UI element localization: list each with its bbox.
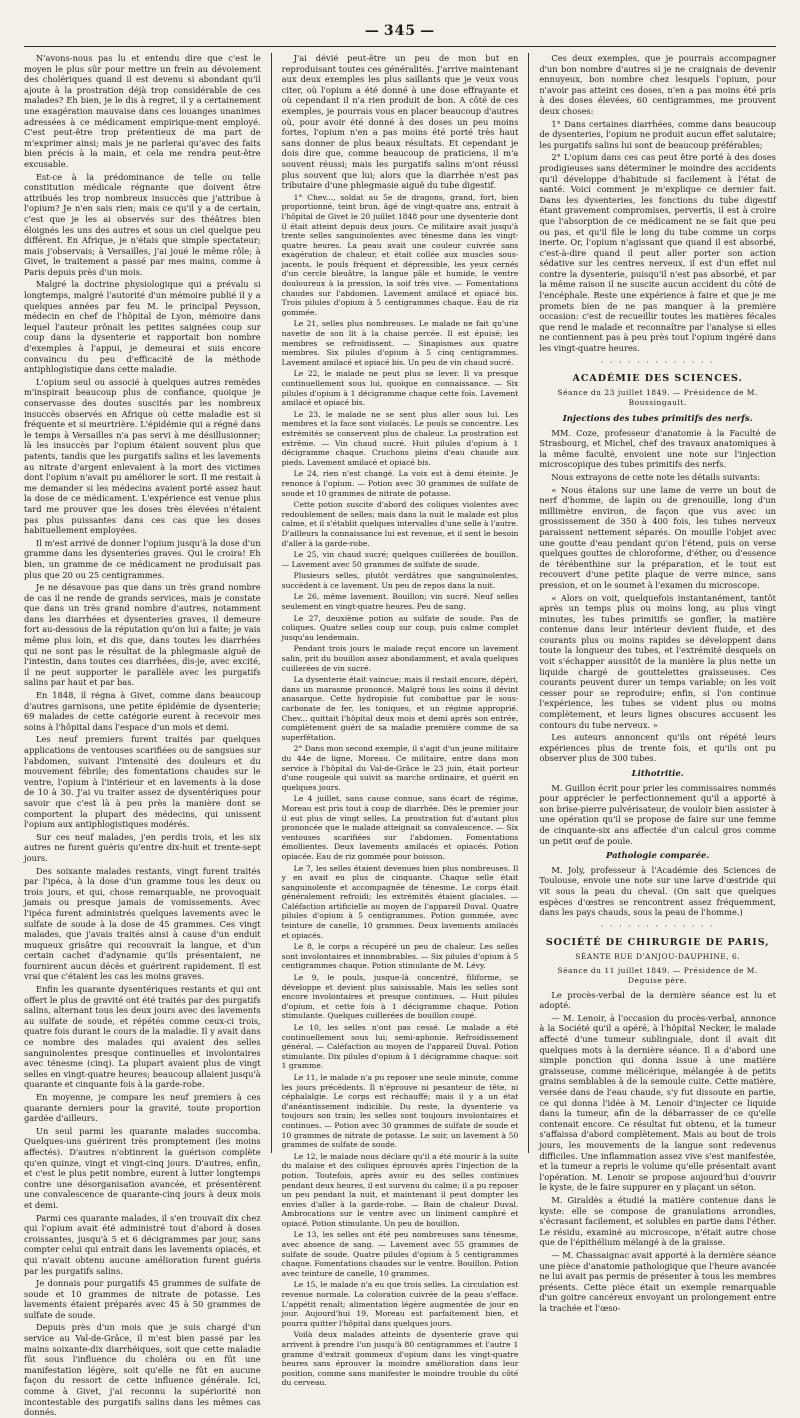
paragraph: La dysenterie était vaincue; mais il restait encore, dépéri, dans un marasme prononcé. Malgré tous les soins il dévint anasarque. Cette hydropisie fut combattue par le sous-carbonate de fer, les toniques, et un régime approprié. Chev... quittait l'hôpital deux mois et demi après son entrée, complètement guéri de sa maladie première comme de sa superfétation. bbox=[281, 675, 519, 742]
paragraph: Le 12, le malade nous déclare qu'il a été mourir à la suite du malaise et des coliques éprouvés après l'injection de la potion. Toutefois, après avoir eu des selles continues pendant deux heures, il est survenu du calme; il a pu reposer un peu pendant la nuit, et maintenant il peut dompter les envies d'aller à la garde-robe. — Bain de chaleur Duval. Ambrocations sur le ventre avec un liniment camphré et opiacé. Potion stimulante. Un peu de bouillon. bbox=[281, 1151, 519, 1228]
paragraph: Sur ces neuf malades, j'en perdis trois, et les six autres ne furent guéris qu'entre dix-huit et trente-sept jours. bbox=[24, 831, 261, 863]
injections-body bbox=[539, 428, 776, 764]
paragraph: « Nous étalons sur une lame de verre un bout de nerf d'homme, de lapin ou de grenouille, long d'un millimètre environ, de façon que vus avec un grossissement de 350 à 400 fois, les tubes nerveux paraissent nettement séparés. On mouille l'objet avec une goutte d'eau pendant qu'on l'étend, puis on verse quelques gouttes de chloroforme, d'éther, ou d'essence de térébenthine sur la préparation, et le tout est recouvert d'une petite plaque de verre mince, sans pression, et on le soumet à l'examen du microscope. bbox=[539, 484, 777, 590]
paragraph: Ces deux exemples, que je pourrais accompagner d'un bon nombre d'autres si je ne craignais de devenir ennuyeux, bon nombre chez lesquels l'opium, pour n'avoir pas atteint ces doses, n'en a pas moins été pris à des doses élevées, 60 centigrammes, me prouvent deux choses: bbox=[539, 53, 777, 116]
article-columns bbox=[24, 53, 777, 1418]
paragraph: En 1848, il régna à Givet, comme dans beaucoup d'autres garnisons, une petite épidémie de dysenterie; 69 malades de cette catégorie eurent à recevoir mes soins à l'hôpital dans l'espace d'un mois et demi. bbox=[24, 690, 261, 732]
paragraph: Le 25, vin chaud sucré; quelques cuillerées de bouillon. — Lavement avec 50 grammes de sulfate de soude. bbox=[281, 550, 519, 569]
paragraph: En moyenne, je compare les neuf premiers à ces quarante derniers pour la gravité, toute proportion gardée d'ailleurs. bbox=[24, 1092, 261, 1124]
paragraph: Le 7, les selles étaient devenues bien plus nombreuses. Il y en avait eu plus de cinquante. Chaque selle était sanguinolente et accompagnée de ténesme. Le corps était généralement refroidi; les extrémités étaient glaciales. — Caléfaction artificielle au moyen de l'appareil Duval. Quatre pilules d'opium à 5 centigrammes. Potion gommée, avec teinture de canelle, 10 grammes. Deux lavements amilacés et opiacés. bbox=[281, 863, 519, 940]
paragraph: 2° L'opium dans ces cas peut être porté à des doses prodigieuses sans déterminer le moindre des accidents qu'il développe d'habitude si facilement à l'état de santé. Voici comment je m'explique ce dernier fait. Dans les dysenteries, les fonctions du tube digestif étant gravement compromises, pervertis, il est à croire que l'absorption de ce médicament ne se fait que peu ou pas, et qu'il file le long du tube comme un corps inerte. Or, l'opium n'agissant que quand il est absorbé, c'est-à-dire quand il peut aller porter son action sédative sur les centres nerveux, il est d'un effet nul contre la dysenterie, puisqu'il n'est pas absorbé, et par la même raison il ne suscite aucun accident du côté de l'encéphale. Reste une expérience à faire et que je me promets bien de ne pas manquer à la première occasion: c'est de recueillir toutes les matières fécales que rend le malade et reconnaître par l'analyse si elles ne contiennent pas à peu près tout l'opium ingéré dans les vingt-quatre heures. bbox=[539, 152, 777, 354]
column-divider bbox=[271, 53, 272, 1153]
page-number: — 345 — bbox=[24, 20, 776, 42]
paragraph: M. Giraldès a étudié la matière contenue dans le kyste: elle se compose de granulations arrondies, s'écrasant facilement, et solubles en partie dans l'éther. Le résidu, examiné au microscope, n'était autre chose que de l'épithélium mélangé à de la graisse. bbox=[539, 1194, 777, 1248]
header-rule bbox=[24, 46, 776, 47]
column-divider bbox=[528, 53, 529, 1153]
paragraph: Le 4 juillet, sans cause connue, sans écart de régime, Moreau est pris tout à coup de diarrhée. Dès le premier jour il eut plus de vingt selles. La prostration fut d'autant plus prononcée que le malade atteignait sa convalescence. — Six ventouses scarifiées sur l'abdomen. Fomentations émollientes. Deux lavements amilacés et opiacés. Potion opiacée. Eau de riz gommée pour boisson. bbox=[281, 794, 519, 861]
paragraph: Les auteurs annoncent qu'ils ont répété leurs expériences plus de trente fois, et qu'ils ont pu observer plus de 300 tubes. bbox=[539, 732, 777, 764]
paragraph: 1° Dans certaines diarrhées, comme dans beaucoup de dysenteries, l'opium ne produit aucun effet salutaire; les purgatifs salins lui sont de beaucoup préférables; bbox=[539, 118, 777, 150]
paragraph: Le 24, rien n'est changé. La voix est à demi éteinte. Je renonce à l'opium. — Potion avec 30 grammes de sulfate de soude et 10 grammes de nitrate de potasse. bbox=[281, 469, 519, 498]
paragraph: Le 15, le malade n'a eu que trois selles. La circulation est revenue normale. La coloration cuivrée de la peau s'efface. L'appétit renaît; alimentation légère augmentée de jour en jour. Aujourd'hui 19, Moreau est parfaitement bien, et pourra quitter l'hôpital dans quelques jours. bbox=[281, 1280, 519, 1328]
paragraph: 1° Chev..., soldat au 5e de dragons, grand, fort, bien proportionné, teint brun, âgé de vingt-quatre ans, entrait à l'hôpital de Givet le 20 juillet 1848 pour une dysenterie dont il était atteint depuis deux jours. Ce militaire avait jusqu'à trente selles sanguinolentes avec ténesme dans les vingt-quatre heures. La peau avait une couleur cuivrée sans exagération de chaleur, et était collée aux muscles sous-jacents, le pouls fréquent et dépressible, les yeux cernés d'un cercle bleuâtre, la langue pâle et humide, le ventre douloureux à la pression, la soif très vive. — Fomentations chaudes sur l'abdomen. Lavement amilacé et opiacé bis. Trois pilules d'opium à 5 centigrammes chaque. Eau de riz gommée. bbox=[281, 192, 519, 317]
academy-session: Séance du 23 juillet 1849. — Présidence de M. Boussingault. bbox=[557, 387, 758, 408]
paragraph: Nous extrayons de cette note les détails suivants: bbox=[551, 471, 761, 482]
paragraph: J'ai dévié peut-être un peu de mon but en reproduisant toutes ces généralités. J'arrive maintenant aux deux exemples les plus saillants que je veux vous citer, où l'opium a été donné à une dose effrayante et où cependant il n'a rien produit de bon. A côté de ces exemples, je pourrais vous en placer beaucoup d'autres où, pour avoir été donné à des doses un peu moins fortes, l'opium n'en a pas moins été porté très haut sans donner de plus beaux résultats. Et cependant je dois dire que, comme beaucoup de praticiens, il m'a souvent réussi; mais les purgatifs salins m'ont réussi plus souvent que lui; alors que la diarrhée n'est pas tributaire d'une phlegmasie aiguë du tube digestif. bbox=[281, 53, 519, 191]
paragraph: — M. Lenoir, à l'occasion du procès-verbal, annonce à la Société qu'il a opéré, à l'hôpital Necker, le malade affecté d'une tumeur sublinguale, dont il avait dit quelques mots à la dernière séance. Il a d'abord une simple ponction qui donna issue à une matière graisseuse, comme mélicérique, mélangée à de petits grains semblables à de la semoule cuite. Cette matière, versée dans de l'eau chaude, s'y fut dissoute en partie, ce qui donna l'idée à M. Lenoir d'injecter ce liquide dans la tumeur, afin de la débarrasser de ce qu'elle contenait encore. Ce résultat fut obtenu, et la tumeur s'affaissa d'abord complètement. Mais au bout de trois jours, les mouvements de la langue sont redevenus difficiles. Une inflammation assez vive s'est manifestée, et la tumeur a repris le volume qu'elle présentait avant l'opération. M. Lenoir se propose aujourd'hui d'ouvrir le kyste, de le faire suppurer en y plaçant un séton. bbox=[539, 1012, 777, 1193]
paragraph: Un seul parmi les quarante malades succomba. Quelques-uns guérirent très promptement (les moins affectés). D'autres n'obtinrent la guérison complète qu'en quinze, vingt et vingt-cinq jours. D'autres, enfin, et c'est le plus petit nombre, eurent à lutter longtemps contre une désorganisation avancée, et présentèrent une convalescence de quarante-cinq jours à deux mois et demi. bbox=[24, 1125, 261, 1210]
paragraph: Le 9, le pouls, jusque-là concentré, filiforme, se développe et devient plus saisissable. Mais les selles sont encore involontaires et presque continues. — Huit pilules d'opium, et cette fois à 1 décigramme chaque. Potion stimulante. Quelques cuillerées de bouillon coupé. bbox=[281, 973, 519, 1021]
paragraph: — M. Chassaignac avait apporté à la dernière séance une pièce d'anatomie pathologique que l'heure avancée ne lui avait pas permis de présenter à tous les membres présents. Cette pièce était un exemple remarquable d'un goitre cancéreux envoyant un prolongement entre la trachée et l'œso- bbox=[539, 1249, 777, 1313]
paragraph: Le 21, selles plus nombreuses. Le malade ne fait qu'une navette de son lit à la chaise percée. Il est épuisé; les membres se refroidissent. — Sinapismes aux quatre membres. Six pilules d'opium à 5 cinq centigrammes. Lavement amilacé et opiacé bis. Un peu de vin chaud sucré. bbox=[281, 319, 519, 367]
paragraph: 2° Dans mon second exemple, il s'agit d'un jeune militaire du 44e de ligne, Moreau. Ce militaire, entre dans mon service à l'hôpital du Val-de-Grâce le 23 juin, était porteur d'une rougeole qui suivit sa marche ordinaire, et guérit en quelques jours. bbox=[281, 744, 519, 792]
paragraph: Le 11, le malade n'a pu reposer une seule minute, comme les jours précédents. Il n'éprouve ni pesanteur de tête, ni céphalalgie. Le corps est réchauffé; mais il y a un état d'anéantissement indicible. Du reste, la dysenterie va toujours son train; les selles sont toujours involontaires et continues. — Potion avec 30 grammes de sulfate de soude et 10 grammes de nitrate de potasse. Le soir, un lavement à 50 grammes de sulfate de soude. bbox=[281, 1072, 519, 1150]
paragraph: Malgré la doctrine physiologique qui a prévalu si longtemps, malgré l'autorité d'un mémoire publié il y a quelques années par feu M. le principal Peysson, médecin en chef de l'hôpital de Lyon, mémoire dans lequel l'auteur prônait les petites saignées coup sur coup dans la dysenterie et rapportait bon nombre d'exemples à l'appui, je demeurai et suis encore convaincu du peu d'efficacité de la méthode antiphlogistique dans cette maladie. bbox=[24, 279, 261, 375]
paragraph: Plusieurs selles, plutôt verdâtres que sanguinolentes, succèdent à ce lavement. Un peu de repos dans la nuit. bbox=[281, 571, 519, 590]
paragraph: Le 22, le malade ne peut plus se lever. Il va presque continuellement sous lui, quoique en connaissance. — Six pilules d'opium à 1 décigramme chaque cette fois. Lavement amilacé et opiacé bis. bbox=[281, 369, 519, 408]
societe-subtitle: SÉANTE RUE D'ANJOU-DAUPHINE, 6. bbox=[575, 951, 741, 961]
societe-session: Séance du 11 juillet 1849. — Présidence de M. Deguise père. bbox=[557, 965, 758, 986]
lithotritie-title: Lithotritie. bbox=[631, 769, 684, 779]
paragraph: Des soixante malades restants, vingt furent traités par l'ipéca, à la dose d'un gramme tous les deux ou trois jours, et qui, chose remarquable, ne provoquait jamais ou presque jamais de vomissements. Avec l'ipéca furent administrés quelques lavements avec le sulfate de soude à la dose de 45 grammes. Ces vingt malades, que j'avais traités ainsi à cause d'un enduit muqueux grisâtre qui recouvrait la langue, et d'un certain cachet d'adynamie qu'ils présentaient, ne fournirent aucun décès et guérirent rapidement. Il est vrai que c'étaient les cas les moins graves. bbox=[24, 865, 261, 982]
paragraph: Voilà deux malades atteints de dysenterie grave qui arrivent à prendre l'un jusqu'à 80 centigrammes et l'autre 1 gramme d'extrait gommeux d'opium dans les vingt-quatre heures sans éprouver la moindre amélioration dans leur position, comme sans manifester le moindre trouble du côté du cerveau. bbox=[281, 1330, 519, 1388]
paragraph: Le 10, les selles n'ont pas cessé. Le malade a été continuellement sous lui; semi-aphonie. Refroidissement général. — Caléfaction au moyen de l'appareil Duval. Potion stimulante. Dix pilules d'opium à 1 décigramme chaque: soit 1 gramme. bbox=[281, 1023, 519, 1071]
injections-title: Injections des tubes primitifs des nerfs. bbox=[562, 414, 753, 424]
paragraph: L'opium seul ou associé à quelques autres remèdes m'inspirait beaucoup plus de confiance, quoique je conservasse des doutes suscités par les nombreux insuccès observés en Afrique où cette maladie est si fréquente et si meurtrière. L'épidémie qui a régné dans le temps à Versailles n'a pas servi à me désillusionner; là les insuccès par l'opium étaient souvent plus que patents, tandis que les purgatifs salins et les lavements au nitrate d'argent enlevaient à la mort des victimes dont l'opium n'avait pu améliorer le sort. Il me restait à me demander si les médecins avaient porté assez haut la dose de ce médicament. L'expérience est venue plus tard me prouver que les doses très élevées n'étaient pas plus puissantes dans ces cas que les doses habituellement employées. bbox=[24, 376, 261, 536]
pathologie-title: Pathologie comparée. bbox=[605, 851, 710, 862]
lithotritie-body: M. Guillon écrit pour prier les commissaires nommés pour apprécier le perfectionnement qu'il a apporté à son brise-pierre pulvérisateur, de vouloir bien assister à une opération qu'il se propose de faire sur une femme de cinquante-six ans affectée d'un calcul gros comme un petit œuf de poule. bbox=[539, 782, 777, 846]
paragraph: MM. Coze, professeur d'anatomie à la Faculté de Strasbourg, et Michel, chef des travaux anatomiques à la même faculté, envoient une note sur l'injection microscopique des tubes primitifs des nerfs. bbox=[539, 427, 777, 470]
section-ornament: · · · · · · · · · · · · · bbox=[600, 357, 715, 367]
paragraph: Le 13, les selles ont été peu nombreuses sans ténesme, avec absence de sang. — Lavement avec 55 grammes de sulfate de soude. Quatre pilules d'opium à 5 centigrammes chaque. Fomentations chaudes sur le ventre. Bouillon. Potion avec teinture de canelle, 10 grammes. bbox=[281, 1230, 519, 1278]
column-2 bbox=[281, 53, 519, 1388]
paragraph: Depuis près d'un mois que je suis chargé d'un service au Val-de-Grâce, il m'est bien passé par les mains soixante-dix diarrhéiques, soit que cette maladie fût sous l'influence du choléra ou en fût une manifestation légère, soit qu'elle ne fût en aucune façon du ressort de cette influence générale. Ici, comme à Givet, j'ai reconnu la supériorité non incontestable des purgatifs salins dans les mêmes cas donnés. bbox=[24, 1322, 261, 1418]
paragraph: N'avons-nous pas lu et entendu dire que c'est le moyen le plus sûr pour mettre un frein au dévoiement des cholériques quand il est devenu si abondant qu'il ajoute à la prostration déjà trop considérable de ces malades? Eh bien, je le dis à regret, il y a certainement une exagération mauvaise dans ces louanges unanimes adressées à ce médicament empirique-ment employé. C'est peut-être trop prétentieux de ma part de m'exprimer ainsi; mais je ne parlerai qu'avec des faits bien précis à la main, et cela me rendra peut-être excusable. bbox=[24, 53, 261, 169]
societe-title: SOCIÉTÉ DE CHIRURGIE DE PARIS, bbox=[545, 937, 770, 949]
paragraph: Je donnais pour purgatifs 45 grammes de sulfate de soude et 10 grammes de nitrate de potasse. Les lavements étaient préparés avec 45 à 50 grammes de sulfate de soude. bbox=[24, 1278, 261, 1320]
paragraph: Le 27, deuxième potion au sulfate de soude. Pas de coliques. Quatre selles coup sur coup, puis calme complet jusqu'au lendemain. bbox=[281, 613, 519, 642]
paragraph: Le 23, le malade ne se sent plus aller sous lui. Les membres et la face sont violacés. Le pouls se concentre. Les extrémités se conservent plus de chaleur. La prostration est extrême. — Vin chaud sucré. Huit pilules d'opium à 1 décigramme chaque. Cruchons pleins d'eau chaude aux pieds. Lavement amilacé et opiacé bis. bbox=[281, 409, 519, 467]
section-ornament: · · · · · · · · · · · · · bbox=[600, 921, 715, 931]
paragraph: « Alors on voit, quelquefois instantanément, tantôt après un temps plus ou moins long, au plus vingt minutes, les tubes primitifs se gonfler, la matière contenue dans leur intérieur devient fluide, et des courants plus ou moins rapides se développent dans toute la longueur des tubes, et l'extrémité desquels on voit s'échapper aussitôt de la manière la plus nette un liquide chargé de gouttelettes graisseuses. Ces courants peuvent durer un temps variable; on les voit cesser pour se reproduire; enfin, si l'on continue l'expérience, les tubes se vident plus ou moins complètement, et leurs lignes obscures accusent les contours du tube nerveux. » bbox=[539, 592, 777, 730]
academy-title: ACADÉMIE DES SCIENCES. bbox=[572, 373, 743, 385]
paragraph: Il m'est arrivé de donner l'opium jusqu'à la dose d'un gramme dans les dysenteries graves. Qui le croira! Eh bien, un gramme de ce médicament ne produisait pas plus que 20 ou 25 centigrammes. bbox=[24, 537, 261, 580]
paragraph: Les neuf premiers furent traités par quelques applications de ventouses scarifiées ou de sangsues sur l'abdomen, suivant l'intensité des douleurs et du mouvement fébrile; des fomentations chaudes sur le ventre, l'opium à l'intérieur et en lavements à la dose de 10 à 30. J'ai vu traiter assez de dysentériques pour savoir que c'est là à peu près la manière dont se comportent la plupart des médecins, qui unissent l'opium aux antiphlogistiques modérés. bbox=[24, 734, 261, 830]
societe-body bbox=[539, 990, 776, 1314]
paragraph: Le procès-verbal de la dernière séance est lu et adopté. bbox=[539, 989, 777, 1011]
paragraph: Je ne désavoue pas que dans un très grand nombre de cas il ne rende de grands services, mais je constate que dans un très grand nombre d'autres, notamment dans les diarrhées et dysenteries graves, il demeure fort au-dessous de la réputation qu'on lui a faite; je vais même plus loin, et dis que, dans toutes les diarrhées qui ne sont pas le résultat de la phlegmasie aiguë de l'intestin, dans toutes ces diarrhées, dis-je, avec excité, il ne peut supporter le parallèle avec les purgatifs salins par haut et par bas. bbox=[24, 582, 261, 688]
column-1 bbox=[24, 53, 261, 1418]
column-3 bbox=[539, 53, 777, 1313]
paragraph: Parmi ces quarante malades, il s'en trouvait dix chez qui l'opium avait été administré tout d'abord à doses croissantes, jusqu'à 5 et 6 décigrammes par jour, sans compter celui qui entrait dans les lavements opiacés, et qui n'avait obtenu aucune amélioration furent guéris par les purgatifs salins. bbox=[24, 1212, 261, 1276]
pathologie-body: M. Joly, professeur à l'Académie des Sciences de Toulouse, envoie une note sur une larve d'œstride qui vit sous la peau du cheval. (On sait que quelques espèces d'œstres se rencontrent assez fréquemment, dans les pays chauds, sous la peau de l'homme.) bbox=[539, 864, 777, 918]
column-3-intro bbox=[539, 53, 776, 354]
paragraph: Cette potion suscite d'abord des coliques violentes avec redoublement de selles; mais dans la nuit le malade est plus calme, et il s'établit quelques intervalles d'une selle à l'autre. D'ailleurs la connaissance lui est revenue, et il sent le besoin d'aller à la garde-robe. bbox=[281, 500, 519, 548]
paragraph: Est-ce à la prédominance de telle ou telle constitution médicale régnante que doivent être attribués les trop nombreux insuccès que j'attribue à l'opium? Je n'en sais rien; mais ce qu'il y a de certain, c'est que je les ai observés sur des théâtres bien éloignés les uns des autres et sous un ciel quelque peu différent. En Afrique, je n'étais que simple spectateur; mais j'observais; à Versailles, j'ai joué le même rôle; à Givet, le traitement a passé par mes mains, comme à Paris depuis près d'un mois. bbox=[24, 171, 261, 277]
paragraph: Le 26, même lavement. Bouillon; vin sucré. Neuf selles seulement en vingt-quatre heures. Peu de sang. bbox=[281, 592, 519, 612]
paragraph: Enfin les quarante dysentériques restants et qui ont offert le plus de gravité ont été traités par des purgatifs salins, alternant tous les deux jours avec des lavements au sulfate de soude, et répétés comme ceux-ci trois, quatre fois durant le cours de la maladie. Il y avait dans ce nombre des malades qui avaient des selles sanguinolentes presque continuelles et involontaires avec ténesme (cinq). La plupart avaient plus de vingt selles en vingt-quatre heures; beaucoup allaient jusqu'à quarante et cinquante fois à la garde-robe. bbox=[24, 984, 261, 1090]
paragraph: Pendant trois jours le malade reçut encore un lavement salin, prit du bouillon assez abondamment, et avala quelques cuillerées de vin sucré. bbox=[281, 644, 519, 673]
paragraph: Le 8, le corps a récupéré un peu de chaleur. Les selles sont involontaires et innombrables. — Six pilules d'opium à 5 centigrammes chaque. Potion stimulante de M. Lévy. bbox=[281, 942, 519, 971]
